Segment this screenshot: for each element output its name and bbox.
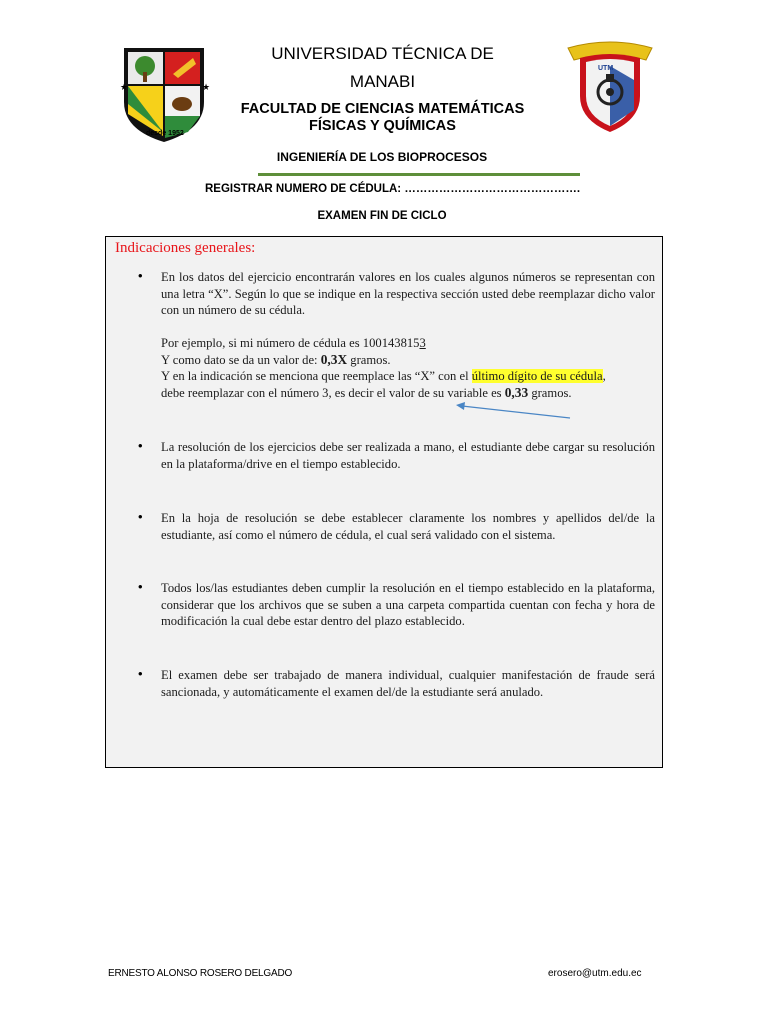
svg-text:★: ★ [120,82,129,92]
exam-title: EXAMEN FIN DE CICLO [317,210,447,222]
university-name-line2: MANABI [349,72,416,91]
instruction-item-1: En los datos del ejercicio encontrarán valores en los cuales algunos números se representan con una letra “X”. Según lo que se indique en la respectiva sección usted debe reemplazar dicho valor con un número de su cédula. [161,270,655,317]
highlighted-text: último dígito de su cédula [471,369,603,383]
university-name-line1: UNIVERSIDAD TÉCNICA DE [271,44,494,63]
university-name [230,40,535,96]
faculty-name-line2: FÍSICAS Y QUÍMICAS [309,118,456,134]
logo-caption: desde 1952 [146,130,184,137]
pointer-arrow [452,398,572,424]
bullet-dot: • [138,579,143,594]
emblem-label: UTM [598,65,614,72]
instruction-item-2: La resolución de los ejercicios debe ser realizada a mano, el estudiante debe cargar su resolución en la plataforma/drive en el tiempo establecido. [161,440,655,471]
svg-text:★: ★ [202,82,210,92]
faculty-name [210,101,555,135]
instructions-title: Indicaciones generales: [115,240,256,256]
utm-emblem-logo [566,40,654,136]
footer-email[interactable]: erosero@utm.edu.ec [548,968,642,979]
example-block [161,335,661,401]
instruction-item-3: En la hoja de resolución se debe establecer claramente los nombres y apellidos del/de la estudiante, así como el número de cédula, el cual será validado con el sistema. [161,511,655,542]
faculty-name-line1: FACULTAD DE CIENCIAS MATEMÁTICAS [240,101,525,117]
header-divider [258,173,580,176]
footer-author: ERNESTO ALONSO ROSERO DELGADO [108,968,293,979]
career-name: INGENIERÍA DE LOS BIOPROCESOS [276,150,488,164]
bullet-dot: • [138,438,143,453]
instruction-item-5: El examen debe ser trabajado de manera individual, cualquier manifestación de fraude será sancionada, y automáticamente el examen del/de la estudiante será anulado. [161,668,655,699]
bullet-dot: • [138,268,143,283]
bullet-dot: • [138,509,143,524]
register-id-line: REGISTRAR NUMERO DE CÉDULA: ………………………………………. [205,183,581,195]
example-line-4: debe reemplazar con el número 3, es decir el valor de su variable es 0,33 gramos. [161,384,572,400]
bullet-dot: • [138,666,143,681]
instruction-item-4: Todos los/las estudiantes deben cumplir la resolución en el tiempo establecido en la plataforma, considerar que los archivos que se suben a una carpeta compartida cuentan con fecha y hora de modificación la cual debe estar dentro del plazo establecido. [161,581,655,628]
example-line-3: Y en la indicación se menciona que reemplace las “X” con el último dígito de su cédula, [161,369,606,383]
example-line-2: Y como dato se da un valor de: 0,3X gramos. [161,351,391,367]
example-line-1: Por ejemplo, si mi número de cédula es 1001438153 [161,336,426,350]
